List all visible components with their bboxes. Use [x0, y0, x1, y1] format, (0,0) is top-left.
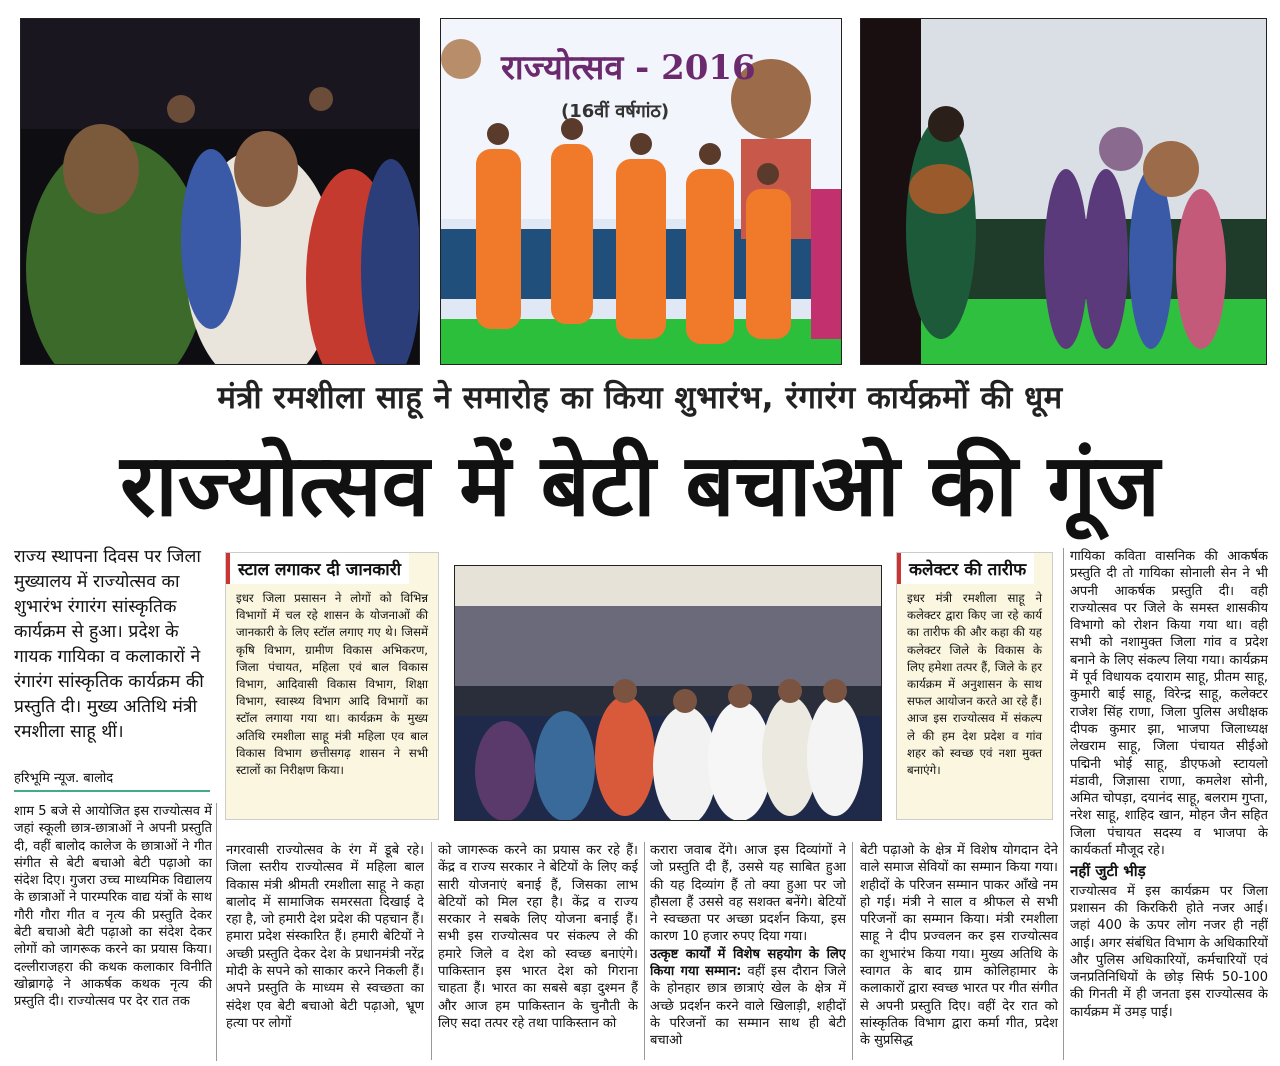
column-4-text: करारा जवाब देंगे। आज इस दिव्यांगों ने जो प्रस्तुति दी हैं, उससे यह साबित हुआ की यह दिव्यांग हैं तो क्या हुआ पर जो हौसला हैं उससे वह सशक्त बनेंगे। बेटियों ने स्वच्छता पर अच्छा प्रदर्शन किया, इस कारण 10 हजार रुपए दिया गया। [650, 843, 846, 945]
column-divider [852, 842, 853, 1060]
stage-banner-subtitle: (16वीं वर्षगांठ) [561, 101, 670, 122]
column-divider [216, 803, 217, 1061]
column-2: नगरवासी राज्योत्सव के रंग में डूबे रहे। जिला स्तरीय राज्योत्सव में महिला बाल विकास मंत्री श्रीमती रमशीला साहू ने कहा बालोद में सामाजिक समरसता दिखाई दे रहा है, जो हमारी देश प्रदेश की पहचान हैं। हमारा प्रदेश संस्कारित हैं। हमारी बेटियों ने अच्छी प्रस्तुति देकर देश के प्रधानमंत्री नरेंद्र मोदी के सपने को साकार करने निकली हैं। अपने प्रस्तुति के माध्यम से स्वच्छता का संदेश एव बेटी बचाओ बेटी पढ़ाओ, भ्रूण हत्या पर लोगों [226, 843, 424, 1031]
collector-box-title: कलेक्टर की तारीफ [897, 553, 1034, 584]
stage-banner-title: राज्योत्सव - 2016 [501, 48, 756, 88]
column-4-continued [650, 946, 846, 1050]
collector-praise-box [896, 552, 1053, 820]
column-divider [431, 842, 432, 1060]
column-6 [1070, 548, 1268, 1063]
subheadline: मंत्री रमशीला साहू ने समारोह का किया शुभारंभ, रंगारंग कार्यक्रमों की धूम [217, 380, 1063, 416]
intro-paragraph: राज्य स्थापना दिवस पर जिला मुख्यालय में राज्योत्सव का शुभारंभ रंगारंग सांस्कृतिक कार्यक्रम से हुआ। प्रदेश के गायक गायिका व कलाकारों ने रंगारंग सांस्कृतिक कार्यक्रम की प्रस्तुति दी। मुख्य अतिथि मंत्री रमशीला साहू थीं। [14, 547, 204, 742]
photo-minister-welcome [20, 18, 420, 365]
byline: हरिभूमि न्यूज. बालोद [14, 768, 210, 792]
stall-box-title: स्टाल लगाकर दी जानकारी [226, 553, 409, 584]
crowd-subheading: नहीं जुटी भीड़ [1070, 862, 1146, 881]
photo-audience [454, 565, 882, 821]
stall-box-body: इधर जिला प्रसासन ने लोगों को विभिन्न विभागों में चल रहे शासन के योजनाओं की जानकारी के लिए स्टॉल लगाए गए थे। जिसमें कृषि विभाग, ग्रामीण विकास अभिकरण, जिला पंचायत, महिला एवं बाल विकास विभाग, आदिवासी विकास विभाग, शिक्षा विभाग, स्वास्थ्य विभाग आदि विभागों का स्टॉल लगाया गया था। कार्यक्रम के मुख्य अतिथि रमशीला साहू मंत्री महिला एव बाल विकास विभाग छत्तीसगढ़ शासन ने सभी स्टालों का निरीक्षण किया। [236, 591, 428, 778]
main-headline: राज्योत्सव में बेटी बचाओ की गूंज [120, 436, 1160, 536]
column-5: बेटी पढ़ाओ के क्षेत्र में विशेष योगदान देने वाले समाज सेवियों का सम्मान किया गया। शहीदों के परिजन सम्मान पाकर आँखे नम हो गई। मंत्री ने साल व श्रीफल से सभी परिजनों का सम्मान किया। मंत्री रमशीला साहू ने दीप प्रज्वलन कर इस राज्योत्सव का शुभारंभ किया गया। मुख्य अतिथि के स्वागत के बाद ग्राम कोलिहामार के कलाकारों द्वारा स्वच्छ भारत पर गीत संगीत से अपनी प्रस्तुति दिए। वहीं देर रात को सांस्कृतिक विभाग द्वारा कर्मा गीत, प्रदेश के सुप्रसिद्ध [860, 843, 1058, 1049]
column-6-text: गायिका कविता वासनिक की आकर्षक प्रस्तुति दी तो गायिका सोनाली सेन ने भी अपनी आकर्षक प्रस्तुति दी। वही राज्योत्सव पर जिले के समस्त शासकीय विभागो को रोशन किया गया था। वही सभी को नशामुक्त जिला गांव व प्रदेश बनाने के लिए संकल्प लिया गया। कार्यक्रम में पूर्व विधायक दयाराम साहू, प्रीतम साहू, कुमारी बाई साहू, विरेन्द्र साहू, कलेक्टर राजेश सिंह राणा, जिला पुलिस अधीक्षक दीपक कुमार झा, भाजपा जिलाध्यक्ष लेखराम साहू, जिला पंचायत सीईओ पद्मिनी भोई साहू, डीएफओ स्टायलो मंडावी, जिज्ञासा राणा, कमलेश सोनी, अमित चोपड़ा, दयानंद साहू, बलराम गुप्ता, नरेश साहू, शाहिद खान, मोहन जैन सहित जिला पंचायत सदस्य व भाजपा के कार्यकर्ता मौजूद रहे। [1070, 549, 1268, 859]
column-6-text-2: राज्योत्सव में इस कार्यक्रम पर जिला प्रशासन की किरकिरी होते नजर आई। जहां 400 के ऊपर लोग नजर ही नहीं आई। अगर संबंधित विभाग के अधिकारियों और पुलिस अधिकारियों, कर्मचारियों एवं जनप्रतिनिधियों के छोड़ सिर्फ 50-100 की गिनती में ही जनता इस राज्योत्सव के कार्यक्रम में उमड़ पाई। [1070, 883, 1268, 1020]
photo-dancers-stage [440, 18, 842, 365]
column-3: को जागरूक करने का प्रयास कर रहे हैं। केंद्र व राज्य सरकार ने बेटियों के लिए कई सारी योजनाएं बनाई हैं, जिसका लाभ बेटियों को मिल रहा है। केंद्र व राज्य सरकार ने सबके लिए योजना बनाई हैं। सभी इस राज्योत्सव पर संकल्प ले की हमारे जिले व देश को स्वच्छ बनाएंगे। पाकिस्तान इस भारत देश को गिराना चाहता हैं। भारत का सबसे बड़ा दुश्मन हैं और आज हम पाकिस्तान के चुनौती के लिए सदा तत्पर रहे तथा पाकिस्तान को [438, 843, 638, 1031]
honor-subheading: उत्कृष्ट कार्यों में विशेष सहयोग के लिए किया गया सम्मान: [650, 946, 846, 980]
column-4 [650, 842, 846, 1064]
collector-box-body: इधर मंत्री रमशीला साहू ने कलेक्टर द्वारा किए जा रहे कार्य का तारीफ की और कहा की यह कलेक्टर जिले के विकास के लिए हमेशा तत्पर हैं, जिले के हर कार्यक्रम में अनुशासन के साथ सफल आयोजन करते आ रहे हैं। आज इस राज्योत्सव में संकल्प ले की हम देश प्रदेश व गांव शहर को स्वच्छ एवं नशा मुक्त बनाएंगे। [907, 591, 1042, 778]
stall-info-box [225, 552, 439, 820]
photo-drummer-dance [860, 18, 1267, 365]
column-divider [1063, 548, 1064, 1060]
column-1: शाम 5 बजे से आयोजित इस राज्योत्सव में जहां स्कूली छात्र-छात्राओं ने अपनी प्रस्तुति दी, वहीं बालोद कालेज के छात्राओं ने गीत संगीत से बेटी बचाओ बेटी पढ़ाओ का संदेश दिए। गुजरा उच्च माध्यमिक विद्यालय के छात्राओं ने पारम्परिक वाद्य यंत्रों के साथ गौरी गौरा गीत व नृत्य की प्रस्तुति देकर बेटी बचाओ बेटी पढ़ाओ का संदेश देकर लोगों को जागरूक करने का प्रयास किया। दल्लीराजहरा की कथक कलाकार विनीति खोब्रागढ़े ने आकर्षक कथक नृत्य की प्रस्तुति दी। राज्योत्सव पर देर रात तक [14, 804, 212, 1010]
column-4-text-2: वहीं इस दौरान जिले के होनहार छात्र छात्राएं खेल के क्षेत्र में अच्छे प्रदर्शन करने वाले खिलाड़ी, शहीदों के परिजनों का सम्मान साथ ही बेटी बचाओ [650, 964, 846, 1049]
column-divider [644, 842, 645, 1060]
